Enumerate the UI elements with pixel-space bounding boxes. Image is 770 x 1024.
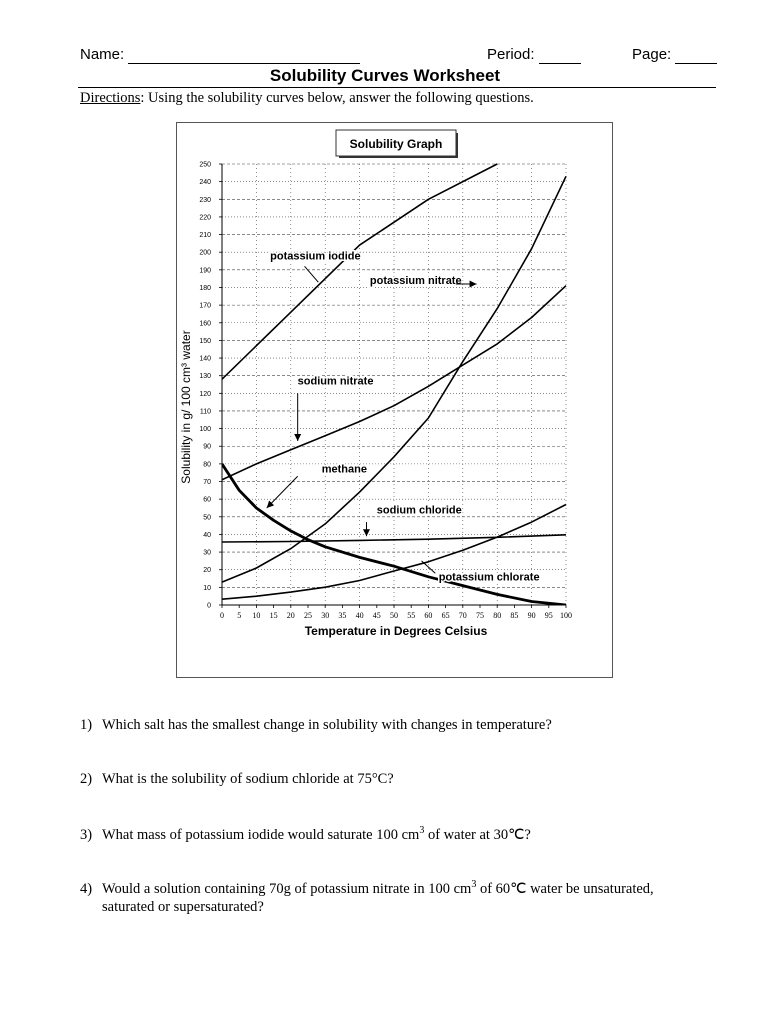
y-tick-label: 240	[199, 179, 211, 187]
potassium-nitrate-arrowhead	[470, 280, 477, 287]
y-tick-label: 250	[199, 161, 211, 169]
page-title: Solubility Curves Worksheet	[269, 66, 501, 85]
methane-label: methane	[321, 463, 368, 476]
y-tick-label: 230	[199, 196, 211, 204]
chart-labels	[267, 250, 540, 583]
x-tick-label: 70	[458, 611, 467, 620]
x-tick-label: 0	[220, 611, 224, 620]
y-tick-label: 190	[199, 267, 211, 275]
y-axis-label: Solubility in g/ 100 cm³ water	[179, 330, 193, 484]
sodium-nitrate-arrowhead	[294, 434, 301, 441]
question-text: What mass of potassium iodide would saturate 100 cm	[102, 826, 420, 843]
page-label: Page:	[632, 46, 672, 63]
question-superscript: 3	[471, 879, 477, 890]
x-axis-label: Temperature in Degrees Celsius	[304, 624, 488, 638]
period-blank	[539, 46, 581, 64]
sodium-chloride-arrowhead	[363, 529, 370, 536]
y-tick-label: 100	[199, 426, 211, 434]
x-tick-label: 60	[424, 611, 433, 620]
x-tick-label: 5	[237, 611, 242, 620]
y-tick-label: 20	[203, 567, 211, 575]
question-text-line2: saturated or supersaturated?	[102, 898, 264, 915]
question-text: Which salt has the smallest change in solubility with changes in temperature?	[102, 717, 552, 733]
y-tick-label: 160	[199, 320, 211, 328]
y-tick-label: 60	[203, 496, 211, 504]
x-tick-label: 45	[372, 611, 381, 620]
x-tick-label: 50	[390, 611, 398, 620]
x-tick-label: 95	[544, 611, 553, 620]
y-tick-label: 210	[199, 232, 211, 240]
name-field	[80, 46, 360, 64]
question-text: What is the solubility of sodium chloride at 75°C?	[102, 771, 394, 787]
name-blank	[128, 46, 360, 64]
y-tick-label: 30	[203, 549, 211, 557]
potassium-chlorate-label: potassium chlorate	[438, 571, 540, 584]
y-tick-label: 90	[203, 443, 211, 451]
x-tick-label: 20	[286, 611, 295, 620]
x-tick-label: 80	[493, 611, 502, 620]
question-text-end: of water at 30℃?	[424, 826, 531, 843]
y-tick-label: 110	[199, 408, 211, 416]
chart-title-box	[336, 130, 457, 158]
question-4	[80, 876, 654, 916]
question-text-end: of 60℃ water be unsaturated,	[476, 880, 654, 897]
directions	[80, 90, 534, 107]
y-tick-label: 0	[207, 602, 211, 610]
question-number: 2)	[80, 771, 93, 787]
question-1	[80, 716, 552, 734]
question-number: 4)	[80, 880, 93, 897]
x-tick-label: 10	[252, 611, 261, 620]
chart-title: Solubility Graph	[349, 137, 443, 151]
question-number: 1)	[80, 717, 93, 733]
question-text: Would a solution containing 70g of potassium nitrate in 100 cm	[102, 880, 472, 897]
directions-label: Directions	[80, 90, 141, 106]
x-tick-label: 90	[527, 611, 536, 620]
chart-axes	[199, 162, 572, 621]
question-2	[80, 770, 394, 788]
y-tick-label: 70	[203, 479, 211, 487]
directions-text: : Using the solubility curves below, answer the following questions.	[140, 90, 534, 106]
x-tick-label: 15	[269, 611, 278, 620]
y-tick-label: 50	[203, 514, 211, 522]
y-tick-label: 130	[199, 373, 211, 381]
y-tick-label: 200	[199, 249, 211, 257]
y-tick-label: 120	[199, 390, 211, 398]
question-number: 3)	[80, 826, 93, 843]
y-tick-label: 180	[199, 284, 211, 292]
y-tick-label: 140	[199, 355, 211, 363]
x-tick-label: 65	[441, 611, 450, 620]
chart-grid	[222, 164, 566, 605]
page-field	[632, 46, 717, 64]
page-blank	[675, 46, 717, 64]
solubility-chart	[176, 122, 613, 678]
sodium-nitrate-label: sodium nitrate	[297, 375, 374, 388]
title-rule	[78, 87, 716, 88]
question-superscript: 3	[419, 825, 425, 836]
y-tick-label: 40	[203, 531, 211, 539]
x-tick-label: 40	[355, 611, 364, 620]
x-tick-label: 35	[338, 611, 347, 620]
y-tick-label: 170	[199, 302, 211, 310]
potassium-iodide-label: potassium iodide	[270, 250, 361, 263]
x-tick-label: 75	[476, 611, 484, 620]
name-label: Name:	[80, 46, 125, 63]
y-tick-label: 10	[203, 584, 211, 592]
period-label: Period:	[487, 46, 535, 63]
potassium-iodide-leader	[305, 266, 319, 282]
x-tick-label: 100	[560, 611, 572, 620]
x-tick-label: 85	[510, 611, 519, 620]
potassium-chlorate-leader	[422, 561, 436, 573]
y-tick-label: 150	[199, 337, 211, 345]
potassium-nitrate-label: potassium nitrate	[369, 274, 462, 287]
period-field	[487, 46, 581, 64]
y-tick-label: 80	[203, 461, 211, 469]
x-tick-label: 55	[407, 611, 416, 620]
sodium-nitrate-line	[222, 286, 566, 480]
y-tick-label: 220	[199, 214, 211, 222]
x-tick-label: 30	[321, 611, 330, 620]
sodium-chloride-label: sodium chloride	[376, 504, 462, 517]
x-tick-label: 25	[304, 611, 312, 620]
question-3	[80, 822, 531, 844]
